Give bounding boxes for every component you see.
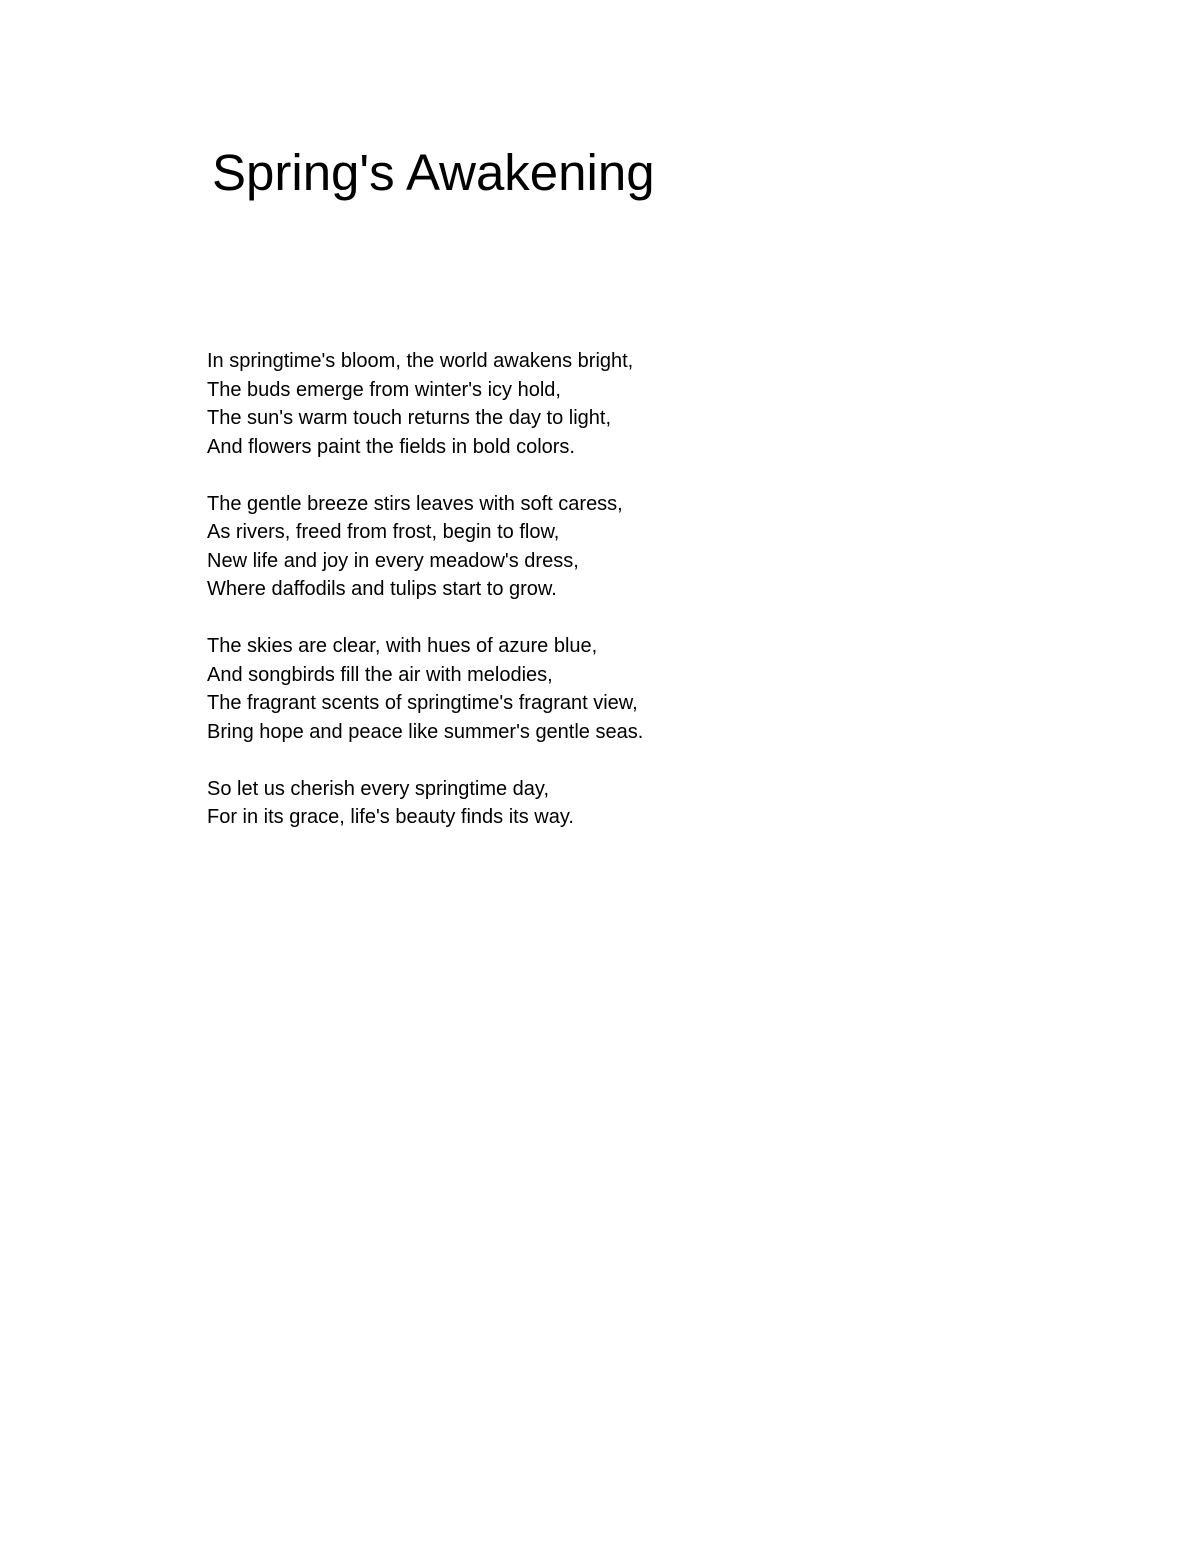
poem-line: And flowers paint the fields in bold colors. xyxy=(207,435,575,458)
poem-line: The gentle breeze stirs leaves with soft caress, xyxy=(207,492,623,515)
stanza-2 xyxy=(207,490,643,604)
poem-line: So let us cherish every springtime day, xyxy=(207,777,550,800)
poem-line: For in its grace, life's beauty finds its way. xyxy=(207,806,574,828)
stanza-3 xyxy=(207,632,643,746)
poem-title: Spring's Awakening xyxy=(212,144,655,201)
stanza-4 xyxy=(207,775,643,832)
poem-line: In springtime's bloom, the world awakens bright, xyxy=(207,350,634,372)
poem-line: Where daffodils and tulips start to grow. xyxy=(207,578,557,600)
poem-line: The skies are clear, with hues of azure blue, xyxy=(207,635,598,657)
poem-line: The fragrant scents of springtime's fragrant view, xyxy=(207,692,638,714)
poem-line: New life and joy in every meadow's dress, xyxy=(207,549,579,572)
stanza-1 xyxy=(207,347,643,461)
poem-line: The sun's warm touch returns the day to light, xyxy=(207,407,612,429)
poem-line: As rivers, freed from frost, begin to flow, xyxy=(207,521,560,543)
poem-line: And songbirds fill the air with melodies, xyxy=(207,663,553,686)
poem-line: The buds emerge from winter's icy hold, xyxy=(207,378,561,401)
poem-body xyxy=(207,347,643,860)
poem-line: Bring hope and peace like summer's gentle seas. xyxy=(207,720,644,743)
